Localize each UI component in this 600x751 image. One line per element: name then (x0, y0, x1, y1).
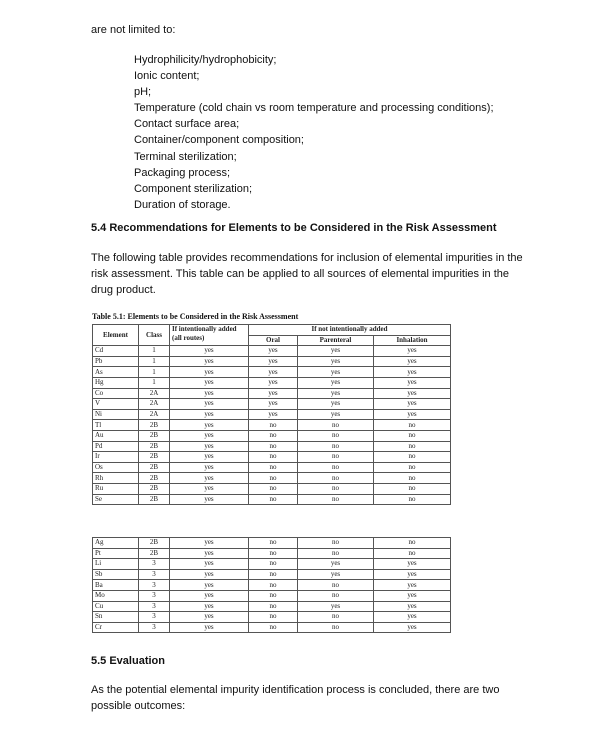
intro-text: are not limited to: (91, 24, 176, 36)
cell-parenteral: no (298, 494, 374, 505)
cell-element: Ru (93, 483, 139, 494)
cell-intentional: yes (170, 462, 249, 473)
cell-class: 1 (139, 356, 170, 367)
cell-element: Ag (93, 538, 139, 549)
table-row (93, 548, 451, 559)
cell-intentional: yes (170, 473, 249, 484)
cell-element: Cu (93, 601, 139, 612)
cell-element: Ir (93, 452, 139, 463)
cell-inhalation: yes (374, 399, 451, 410)
cell-class: 2B (139, 430, 170, 441)
cell-parenteral: no (298, 430, 374, 441)
cell-oral: no (249, 483, 298, 494)
section-paragraph-5-5: As the potential elemental impurity identification process is concluded, there are two possible outcomes: (91, 684, 500, 712)
table-row (93, 441, 451, 452)
table-row (93, 452, 451, 463)
cell-inhalation: no (374, 494, 451, 505)
cell-element: Li (93, 559, 139, 570)
cell-intentional: yes (170, 494, 249, 505)
cell-element: Hg (93, 377, 139, 388)
cell-parenteral: no (298, 420, 374, 431)
cell-element: Ni (93, 409, 139, 420)
cell-class: 2B (139, 441, 170, 452)
cell-intentional: yes (170, 430, 249, 441)
section-paragraph-5-4: The following table provides recommendations for inclusion of elemental impurities in the risk assessment. This table can be applied to all sources of elemental impurities in the drug product. (91, 252, 523, 296)
table-row (93, 346, 451, 357)
table-row (93, 580, 451, 591)
cell-oral: no (249, 569, 298, 580)
cell-intentional: yes (170, 420, 249, 431)
table-row (93, 377, 451, 388)
cell-class: 2B (139, 538, 170, 549)
header-class: Class (139, 325, 170, 346)
cell-oral: no (249, 538, 298, 549)
cell-oral: no (249, 441, 298, 452)
cell-element: Co (93, 388, 139, 399)
table-row (93, 409, 451, 420)
cell-parenteral: no (298, 483, 374, 494)
cell-inhalation: yes (374, 569, 451, 580)
cell-element: Sb (93, 569, 139, 580)
cell-parenteral: no (298, 580, 374, 591)
factor-item: pH; (134, 86, 152, 99)
cell-element: Pb (93, 356, 139, 367)
table-row (93, 356, 451, 367)
table-row (93, 399, 451, 410)
table-caption: Table 5.1: Elements to be Considered in the Risk Assessment (92, 312, 299, 321)
cell-parenteral: yes (298, 367, 374, 378)
cell-parenteral: no (298, 548, 374, 559)
cell-inhalation: yes (374, 601, 451, 612)
cell-parenteral: no (298, 538, 374, 549)
cell-parenteral: yes (298, 399, 374, 410)
cell-inhalation: yes (374, 559, 451, 570)
cell-element: Os (93, 462, 139, 473)
table-row (93, 590, 451, 601)
table-row (93, 559, 451, 570)
cell-parenteral: no (298, 452, 374, 463)
cell-parenteral: no (298, 622, 374, 633)
cell-intentional: yes (170, 356, 249, 367)
cell-inhalation: no (374, 430, 451, 441)
table-row (93, 538, 451, 549)
factor-item: Contact surface area; (134, 118, 240, 131)
cell-oral: no (249, 420, 298, 431)
cell-element: Ba (93, 580, 139, 591)
section-heading-5-5: 5.5 Evaluation (91, 655, 165, 667)
cell-parenteral: yes (298, 569, 374, 580)
cell-inhalation: no (374, 441, 451, 452)
table-row (93, 388, 451, 399)
cell-class: 3 (139, 622, 170, 633)
cell-element: Pd (93, 441, 139, 452)
cell-class: 2B (139, 548, 170, 559)
header-oral: Oral (249, 335, 298, 346)
cell-intentional: yes (170, 569, 249, 580)
cell-class: 3 (139, 612, 170, 623)
cell-parenteral: yes (298, 601, 374, 612)
cell-parenteral: yes (298, 388, 374, 399)
cell-intentional: yes (170, 377, 249, 388)
cell-class: 1 (139, 377, 170, 388)
cell-inhalation: no (374, 462, 451, 473)
cell-inhalation: yes (374, 346, 451, 357)
cell-class: 2B (139, 420, 170, 431)
cell-class: 1 (139, 346, 170, 357)
cell-intentional: yes (170, 612, 249, 623)
cell-oral: no (249, 473, 298, 484)
table-header-row (93, 325, 451, 336)
cell-class: 2B (139, 452, 170, 463)
factor-list (134, 52, 494, 213)
factor-item: Component sterilization; (134, 182, 253, 195)
cell-oral: no (249, 580, 298, 591)
cell-oral: no (249, 494, 298, 505)
factor-item: Packaging process; (134, 166, 230, 179)
factor-item: Hydrophilicity/hydrophobicity; (134, 54, 277, 66)
cell-class: 1 (139, 367, 170, 378)
header-parenteral: Parenteral (298, 335, 374, 346)
elements-table-part-2 (92, 537, 451, 633)
cell-class: 3 (139, 569, 170, 580)
cell-oral: no (249, 452, 298, 463)
cell-element: As (93, 367, 139, 378)
table-row (93, 430, 451, 441)
table-row (93, 462, 451, 473)
cell-element: Cr (93, 622, 139, 633)
cell-intentional: yes (170, 590, 249, 601)
cell-oral: yes (249, 356, 298, 367)
cell-oral: no (249, 462, 298, 473)
cell-parenteral: yes (298, 356, 374, 367)
table-row (93, 569, 451, 580)
cell-intentional: yes (170, 399, 249, 410)
table-row (93, 601, 451, 612)
header-element: Element (93, 325, 139, 346)
cell-inhalation: yes (374, 612, 451, 623)
cell-inhalation: yes (374, 622, 451, 633)
cell-parenteral: yes (298, 346, 374, 357)
cell-class: 3 (139, 580, 170, 591)
table-row (93, 473, 451, 484)
cell-element: Sn (93, 612, 139, 623)
cell-oral: yes (249, 388, 298, 399)
cell-inhalation: yes (374, 590, 451, 601)
cell-inhalation: yes (374, 580, 451, 591)
cell-inhalation: yes (374, 367, 451, 378)
factor-item: Ionic content; (134, 70, 200, 83)
cell-oral: no (249, 622, 298, 633)
header-not-intentional: If not intentionally added (249, 325, 451, 336)
section-heading-5-4: 5.4 Recommendations for Elements to be Considered in the Risk Assessment (91, 222, 497, 234)
cell-inhalation: no (374, 473, 451, 484)
cell-intentional: yes (170, 622, 249, 633)
cell-class: 2A (139, 399, 170, 410)
cell-parenteral: no (298, 473, 374, 484)
cell-inhalation: no (374, 538, 451, 549)
header-inhalation: Inhalation (374, 335, 451, 346)
table-row (93, 367, 451, 378)
cell-class: 3 (139, 601, 170, 612)
cell-oral: yes (249, 409, 298, 420)
cell-class: 2A (139, 409, 170, 420)
table-row (93, 612, 451, 623)
cell-inhalation: no (374, 483, 451, 494)
cell-inhalation: no (374, 420, 451, 431)
cell-intentional: yes (170, 538, 249, 549)
table-row (93, 494, 451, 505)
cell-oral: yes (249, 377, 298, 388)
cell-element: V (93, 399, 139, 410)
factor-item: Container/component composition; (134, 134, 304, 147)
table-row (93, 420, 451, 431)
cell-intentional: yes (170, 388, 249, 399)
cell-class: 2B (139, 462, 170, 473)
cell-intentional: yes (170, 580, 249, 591)
cell-intentional: yes (170, 346, 249, 357)
cell-inhalation: yes (374, 377, 451, 388)
factor-item: Duration of storage. (134, 198, 231, 211)
elements-table-part-1 (92, 324, 451, 505)
cell-intentional: yes (170, 548, 249, 559)
cell-intentional: yes (170, 409, 249, 420)
cell-parenteral: no (298, 612, 374, 623)
cell-parenteral: no (298, 462, 374, 473)
cell-intentional: yes (170, 452, 249, 463)
cell-inhalation: no (374, 452, 451, 463)
cell-oral: no (249, 548, 298, 559)
cell-inhalation: yes (374, 409, 451, 420)
cell-oral: no (249, 590, 298, 601)
cell-element: Rh (93, 473, 139, 484)
cell-class: 2A (139, 388, 170, 399)
cell-oral: yes (249, 399, 298, 410)
table-row (93, 483, 451, 494)
cell-oral: yes (249, 346, 298, 357)
cell-intentional: yes (170, 601, 249, 612)
cell-element: Au (93, 430, 139, 441)
cell-parenteral: yes (298, 409, 374, 420)
cell-intentional: yes (170, 483, 249, 494)
factor-item: Terminal sterilization; (134, 150, 237, 163)
cell-intentional: yes (170, 367, 249, 378)
cell-element: Mo (93, 590, 139, 601)
cell-intentional: yes (170, 559, 249, 570)
cell-element: Tl (93, 420, 139, 431)
cell-parenteral: yes (298, 377, 374, 388)
cell-parenteral: no (298, 441, 374, 452)
cell-oral: yes (249, 367, 298, 378)
cell-parenteral: yes (298, 559, 374, 570)
cell-inhalation: yes (374, 388, 451, 399)
cell-oral: no (249, 559, 298, 570)
cell-oral: no (249, 612, 298, 623)
cell-class: 2B (139, 494, 170, 505)
cell-element: Se (93, 494, 139, 505)
cell-inhalation: yes (374, 356, 451, 367)
cell-class: 3 (139, 559, 170, 570)
cell-oral: no (249, 601, 298, 612)
factor-item: Temperature (cold chain vs room temperature and processing conditions); (134, 102, 494, 115)
cell-element: Cd (93, 346, 139, 357)
table-row (93, 622, 451, 633)
cell-parenteral: no (298, 590, 374, 601)
cell-oral: no (249, 430, 298, 441)
cell-class: 3 (139, 590, 170, 601)
cell-inhalation: no (374, 548, 451, 559)
cell-class: 2B (139, 483, 170, 494)
cell-class: 2B (139, 473, 170, 484)
cell-intentional: yes (170, 441, 249, 452)
cell-element: Pt (93, 548, 139, 559)
header-intentional: If intentionally added (all routes) (170, 325, 249, 346)
